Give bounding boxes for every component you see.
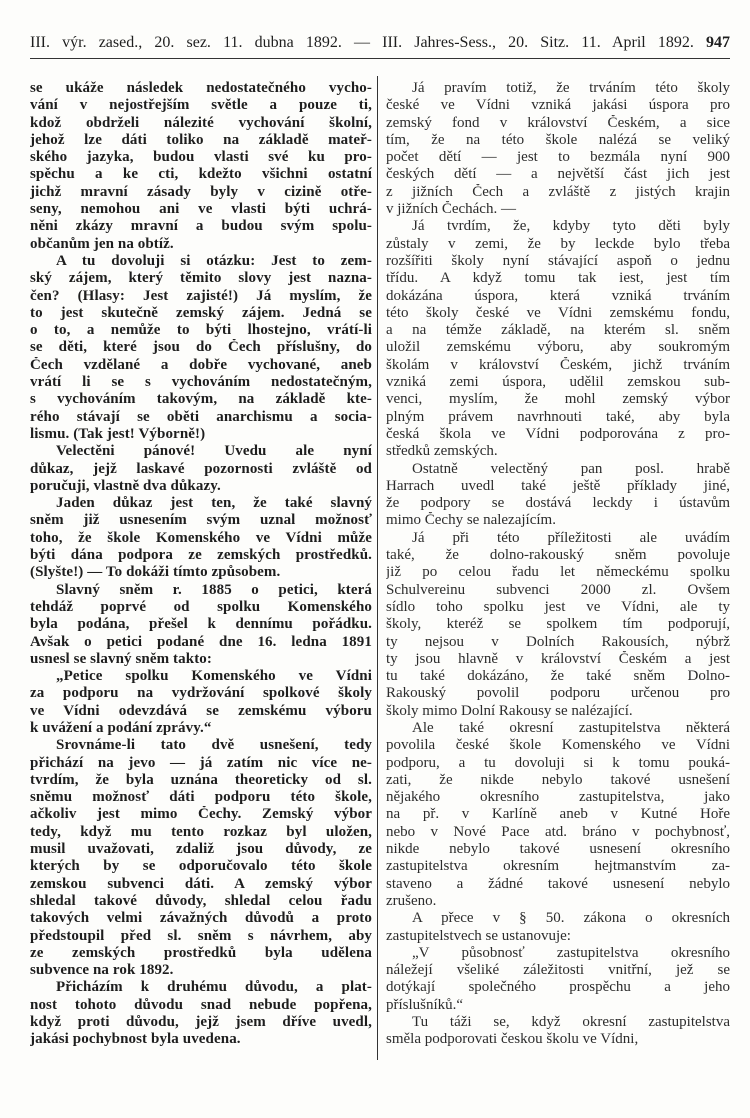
paragraph: [386, 530, 730, 720]
text-line: občanům jen na obtíž.: [30, 235, 174, 252]
text-line: v jižních Čechách. —: [386, 201, 516, 218]
paragraph: [386, 1014, 730, 1049]
text-line: „Petice spolku Komenského ve Vídni: [56, 668, 372, 685]
text-line: tím, že na této škole nalézá se veliký: [386, 131, 730, 148]
text-line: příslušníků.“: [386, 996, 464, 1013]
text-line: této školy české ve Vídni zemskému fondu,: [386, 304, 730, 321]
text-line: spěchu a ke cti, kdežto všichni ostatní: [30, 166, 372, 183]
text-line: uložil zemskému výboru, aby soukromým: [386, 339, 730, 356]
paragraph: [386, 945, 730, 1014]
text-line: Jaden důkaz jest ten, že také slavný: [56, 495, 372, 512]
text-line: počet dětí — jest to bezmála nyní 900: [386, 149, 730, 166]
text-line: na př. v Karlíně aneb v Kutné Hoře: [386, 806, 730, 823]
text-line: byla podána, přešel k dennímu pořádku.: [30, 616, 372, 633]
text-line: a na témže základě, na kterém sl. sněm: [386, 322, 730, 339]
text-line: sněmu možnosť dáti podporu této škole,: [30, 789, 372, 806]
text-line: české ve Vídni vzniká jakási úspora pro: [386, 97, 730, 114]
text-line: nebo v Nové Pace atd. bráno v pochybnosť,: [386, 823, 730, 840]
text-line: Slavný sněm r. 1885 o petici, která: [56, 581, 372, 598]
paragraph: [30, 737, 372, 979]
text-line: A přece v § 50. zákona o okresních: [412, 910, 730, 927]
text-line: kdož obdrželi nálezité vychování školní,: [30, 114, 372, 131]
text-line: usnesl se slavný sněm takto:: [30, 650, 212, 667]
text-line: takových velmi závažných důvodů a proto: [30, 910, 372, 927]
text-line: něni zkázy mravní a budou svým spolu-: [30, 218, 372, 235]
text-line: shledal takové důvody, shledal celou řadu: [30, 892, 372, 909]
text-line: jichž mravní zásady byly v cizině otře-: [30, 183, 372, 200]
text-line: čen? (Hlasy: Jest zajisté!) Já myslím, že: [30, 287, 372, 304]
text-line: lismu. (Tak jest! Výborně!): [30, 425, 206, 442]
text-line: nost tohoto důvodu snad nebude popřena,: [30, 996, 372, 1013]
text-line: vrátí li se s vychováním nedostatečným,: [30, 374, 372, 391]
text-line: že podpory se dostává leckdy i ústavům: [386, 495, 730, 512]
text-line: česká škola ve Vídni podporována z pro-: [386, 425, 730, 442]
paragraph: [30, 979, 372, 1048]
text-line: vzniká zemi úspora, udělil zemskou sub-: [386, 374, 730, 391]
text-line: zůstaly v zemi, že by leckde bylo třeba: [386, 235, 730, 252]
text-line: také, že dolno-rakouský sněm povoluje: [386, 547, 730, 564]
text-line: vání v nejostřejším světle a pouze ti,: [30, 97, 372, 114]
text-line: zrušeno.: [386, 892, 437, 909]
paragraph: [30, 495, 372, 581]
paragraph: [386, 720, 730, 910]
column-divider: [377, 76, 378, 1060]
text-line: Já pravím totiž, že trváním této školy: [412, 80, 730, 96]
text-line: rozšířiti školy nyní stávající aspoň o jednu: [386, 252, 730, 269]
paragraph: [30, 443, 372, 495]
text-line: venci, myslím, že mohl zemský výbor: [386, 391, 730, 408]
text-line: zastupitelstvech se ustanovuje:: [386, 927, 571, 944]
text-line: Čech vzdělané a dobře vychované, aneb: [30, 356, 372, 373]
text-line: zati, že nikde nebylo takové usnešení: [386, 771, 730, 788]
paragraph: [386, 461, 730, 530]
text-line: středků zemských.: [386, 443, 498, 460]
text-line: sněm již usnesením svým uznal možnosť: [30, 512, 372, 529]
text-line: ty nejsou v Dolních Rakousích, nýbrž: [386, 633, 730, 650]
text-line: ty jsou hlavně v království Českém a jest: [386, 650, 730, 667]
text-line: tedy, když mu tento rozkaz byl uložen,: [30, 823, 372, 840]
text-line: předstoupil před sl. sněm s návrhem, aby: [30, 927, 372, 944]
paragraph: [386, 80, 730, 218]
text-line: Srovnáme-li tato dvě usnešení, tedy: [56, 737, 372, 754]
text-line: Přicházím k druhému důvodu, a plat-: [56, 979, 372, 996]
text-line: důkaz, jejž laskavé pozornosti zvláště od: [30, 460, 372, 477]
text-line: Harrach uvedl také ještě příklady jiné,: [386, 477, 730, 494]
text-line: Já tvrdím, že, kdyby tyto děti byly: [412, 218, 730, 235]
text-line: zemskou subvenci dáti. A zemský výbor: [30, 875, 372, 892]
header-title: III. výr. zased., 20. sez. 11. dubna 1892. — III. Jahres-Sess., 20. Sitz. 11. April 1892.: [30, 34, 694, 51]
text-line: Tu táži se, když okresní zastupitelstva: [412, 1014, 730, 1031]
text-line: náležejí všeliké záležitosti vnitřní, jež se: [386, 962, 730, 979]
text-line: tehdáž poprvé od spolku Komenského: [30, 598, 372, 615]
text-line: Já při této příležitosti ale uvádím: [412, 529, 730, 546]
text-line: staveno a žádné takové usnesení nebylo: [386, 875, 730, 892]
text-line: se ukáže následek nedostatečného vycho-: [30, 80, 372, 96]
text-line: k uvážení a podání zprávy.“: [30, 719, 212, 736]
text-line: musil uvažovati, zdaliž jsou důvody, ze: [30, 841, 372, 858]
text-line: mimo Čechy se nalezajícím.: [386, 512, 556, 529]
text-line: ve Vídni odevzdává se zemskému výboru: [30, 702, 372, 719]
text-line: zastupitelstva okresním hejtmanstvím za-: [386, 858, 730, 875]
paragraph: [30, 582, 372, 668]
text-line: Rakouský povolil podporu určenou pro: [386, 685, 730, 702]
text-line: jehož lze dáti toliko na základě mateř-: [30, 131, 372, 148]
text-line: Velectěni pánové! Uvedu ale nyní: [56, 443, 372, 460]
paragraph: [30, 253, 372, 443]
text-line: poručuji, vlastně dva důkazy.: [30, 477, 221, 494]
text-line: třídu. A když tomu tak iest, jest tím: [386, 270, 730, 287]
text-column-left: [30, 80, 372, 1049]
text-line: Ale také okresní zastupitelstva některá: [412, 719, 730, 736]
text-line: (Slyšte!) — To dokáži tímto způsobem.: [30, 564, 281, 581]
running-header: [30, 34, 730, 59]
text-line: tvrdím, že byla uznána theoreticky od sl.: [30, 771, 372, 788]
text-line: školy, kteréž se spolkem tím podporují,: [386, 616, 730, 633]
text-line: nějakého okresního zastupitelstva, jako: [386, 789, 730, 806]
text-line: býti dána podpora ze zemských prostředků.: [30, 547, 372, 564]
text-line: ského jazyka, budou vlasti své ku pro-: [30, 149, 372, 166]
text-line: školám v království Českém, jichž trváním: [386, 356, 730, 373]
paragraph: [386, 218, 730, 460]
text-line: Schulvereinu subvenci 2000 zl. Ovšem: [386, 581, 730, 598]
text-line: o to, a nemůže to býti lhostejno, vrátí-li: [30, 322, 372, 339]
text-line: A tu dovoluji si otázku: Jest to zem-: [56, 252, 372, 269]
text-line: ačkoliv jest mimo Čechy. Zemský výbor: [30, 806, 372, 823]
paragraph: [386, 910, 730, 945]
text-line: českých dětí — a největší část jich jest: [386, 166, 730, 183]
text-line: směla podporovati českou školu ve Vídni,: [386, 1031, 639, 1048]
page-number: 947: [706, 34, 730, 51]
text-line: Avšak o petici podané dne 16. ledna 1891: [30, 633, 372, 650]
text-line: subvence na rok 1892.: [30, 962, 174, 979]
text-line: se děti, které jsou do Čech příslušny, do: [30, 339, 372, 356]
paragraph: [30, 80, 372, 253]
text-line: „V působnosť zastupitelstva okresního: [412, 944, 730, 961]
text-line: dotýkají společného prospěchu a jeho: [386, 979, 730, 996]
text-column-right: [386, 80, 730, 1049]
text-line: z jižních Čech a zvláště z jistých krajin: [386, 183, 730, 200]
text-line: kterých by se odporučovalo této škole: [30, 858, 372, 875]
text-line: rého stávají se oběti anarchismu a socia-: [30, 408, 372, 425]
text-line: plným právem navrhnouti také, aby byla: [386, 408, 730, 425]
text-line: povolila české škole Komenského ve Vídni: [386, 737, 730, 754]
paragraph: [30, 668, 372, 737]
text-line: již po celou řadu let německému spolku: [386, 564, 730, 581]
text-line: toho, že škole Komenského ve Vídni může: [30, 529, 372, 546]
text-line: to jest skutečně zemský zájem. Jedná se: [30, 304, 372, 321]
text-line: když proti důvodu, jejž jsem dříve uvedl,: [30, 1014, 372, 1031]
text-line: sídlo toho spolku jest ve Vídni, ale ty: [386, 598, 730, 615]
text-line: jakási pochybnost byla uvedena.: [30, 1031, 241, 1048]
text-line: ze zemských prostředků byla udělena: [30, 944, 372, 961]
text-line: za podporu na vydržování spolkové školy: [30, 685, 372, 702]
text-line: Ostatně velectěný pan posl. hrabě: [412, 460, 730, 477]
text-line: nikde nebylo takové usnesení okresního: [386, 841, 730, 858]
text-line: tu také dokázáno, že také sněm Dolno-: [386, 668, 730, 685]
text-line: seny, nemohou ani ve vlasti býti uchrá-: [30, 201, 372, 218]
text-line: zemský fond v království Českém, a sice: [386, 114, 730, 131]
text-line: přichází na jevo — já zatím nic více ne-: [30, 754, 372, 771]
text-line: ský zájem, který těmito slovy jest nazna-: [30, 270, 372, 287]
text-line: podporu, a tu dovoluji si k tomu pouká-: [386, 754, 730, 771]
text-line: dokázána úspora, která vzniká trváním: [386, 287, 730, 304]
text-line: s vychováním takovým, na základě kte-: [30, 391, 372, 408]
text-line: školy mimo Dolní Rakousy se nalézající.: [386, 702, 633, 719]
